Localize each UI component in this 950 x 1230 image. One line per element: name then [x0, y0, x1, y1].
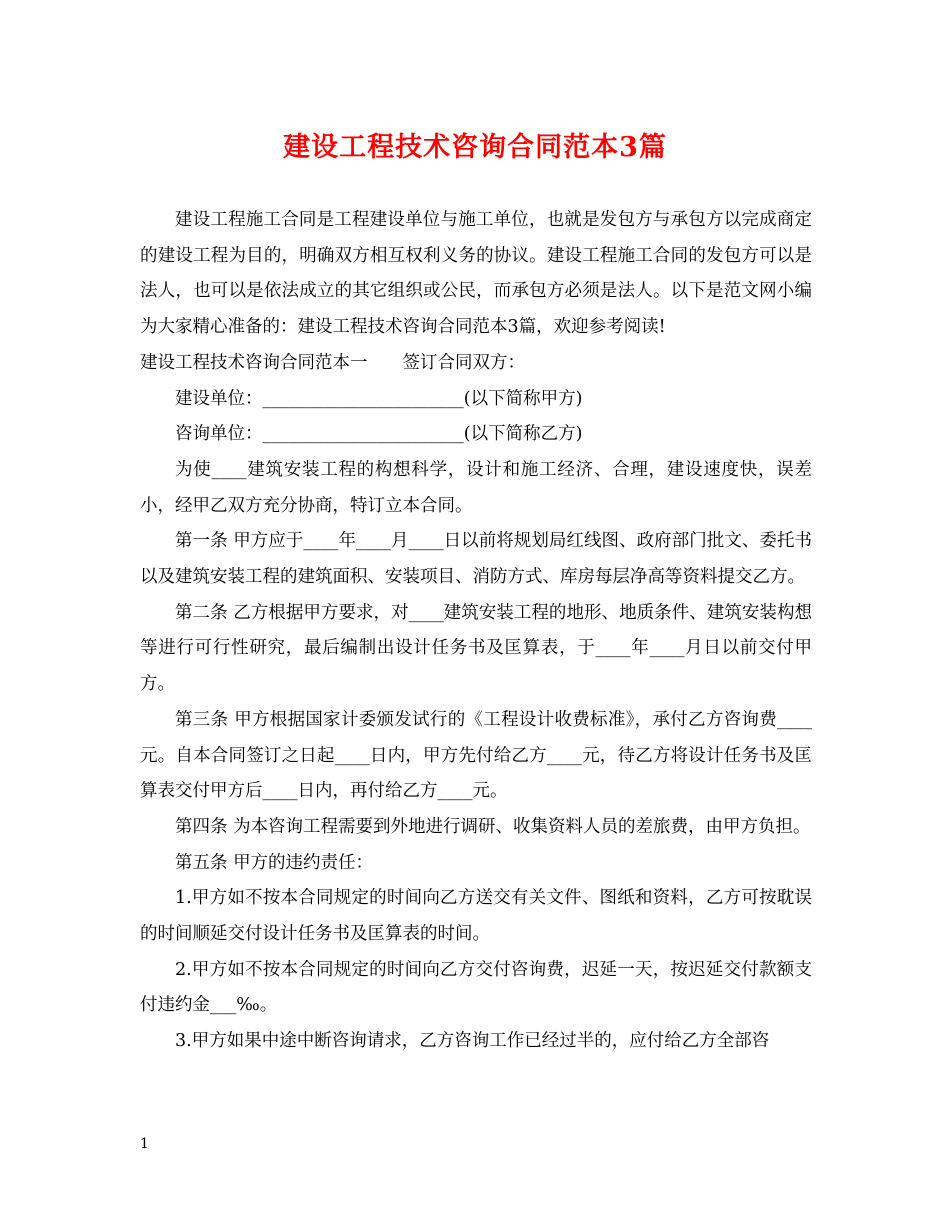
article-5-item-3: 3.甲方如果中途中断咨询请求，乙方咨询工作已经过半的，应付给乙方全部咨 — [175, 1031, 770, 1052]
page-number: 1 — [140, 1136, 149, 1152]
party-a-line: 建设单位：_______________________(以下简称甲方) — [175, 388, 583, 409]
article-3: 第三条 甲方根据国家计委颁发试行的《工程设计收费标准》，承付乙方咨询费____元。自本合同签订之日起____日内，甲方先付给乙方____元，待乙方将设计任务书及匡算表交付甲方后____日内，再付给乙方____元。 — [140, 709, 812, 802]
article-4: 第四条 为本咨询工程需要到外地进行调研、收集资料人员的差旅费，由甲方负担。 — [175, 816, 811, 837]
intro-paragraph: 建设工程施工合同是工程建设单位与施工单位，也就是发包方与承包方以完成商定的建设工程为目的，明确双方相互权利义务的协议。建设工程施工合同的发包方可以是法人，也可以是依法成立的其它组织或公民，而承包方必须是法人。以下是范文网小编为大家精心准备的：建设工程技术咨询合同范本3篇，欢迎参考阅读! — [140, 210, 812, 338]
article-2: 第二条 乙方根据甲方要求，对____建筑安装工程的地形、地质条件、建筑安装构想等进行可行性研究，最后编制出设计任务书及匡算表，于____年____月日以前交付甲方。 — [140, 602, 812, 695]
article-1: 第一条 甲方应于____年____月____日以前将规划局红线图、政府部门批文、委托书以及建筑安装工程的建筑面积、安装项目、消防方式、库房每层净高等资料提交乙方。 — [140, 531, 812, 588]
contract-heading-line: 建设工程技术咨询合同范本一 签订合同双方： — [140, 352, 525, 373]
purpose-paragraph: 为使____建筑安装工程的构想科学，设计和施工经济、合理，建设速度快，误差小，经甲乙双方充分协商，特订立本合同。 — [140, 459, 812, 516]
document-body — [140, 203, 812, 1060]
article-5-item-1: 1.甲方如不按本合同规定的时间向乙方送交有关文件、图纸和资料，乙方可按耽误的时间顺延交付设计任务书及匡算表的时间。 — [140, 888, 812, 945]
party-b-line: 咨询单位：_______________________(以下简称乙方) — [175, 424, 583, 445]
document-title: 建设工程技术咨询合同范本3篇 — [283, 132, 667, 163]
article-5-item-2: 2.甲方如不按本合同规定的时间向乙方交付咨询费，迟延一天，按迟延交付款额支付违约金___‰。 — [140, 959, 812, 1016]
article-5-heading: 第五条 甲方的违约责任： — [175, 852, 374, 873]
